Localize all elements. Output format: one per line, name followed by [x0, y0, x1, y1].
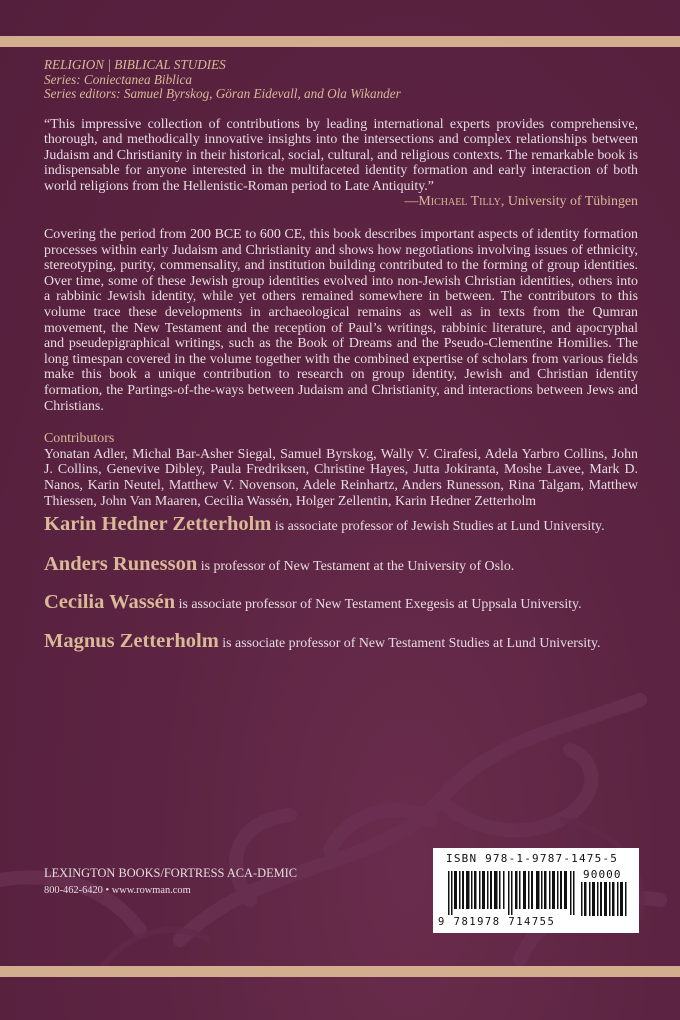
editor-bio	[44, 513, 638, 536]
editor-name: Magnus Zetterholm	[44, 629, 219, 652]
bottom-band	[0, 966, 680, 977]
category-label: RELIGION | BIBLICAL STUDIES	[44, 57, 226, 72]
editor-bio	[44, 629, 638, 652]
endorser-name: Michael Tilly	[418, 194, 501, 210]
barcode-addon-number: 90000	[583, 868, 622, 881]
publisher-info	[44, 866, 304, 898]
editor-bio	[44, 552, 638, 575]
barcode-addon-bars-icon	[581, 882, 629, 916]
barcode-bars-icon	[448, 871, 576, 915]
endorsement-quote: “This impressive collection of contributions by leading international experts provides comprehensive, thorough, and methodically innovative insights into the intersections and complex relationships between Judaism and Christianity in their historical, social, cultural, and religious contexts. The remarkable book is indispensable for anyone interested in the multifaceted identity formation and early interaction of both world religions from the Hellenistic-Roman period to Late Antiquity.”	[44, 116, 638, 194]
book-description: Covering the period from 200 BCE to 600 CE, this book describes important aspects of identity formation processes within early Judaism and Christianity and shows how negotiations involving issues of ethnicity, stereotyping, purity, commensality, and institution building contributed to the forming of group identities. Over time, some of these Jewish group identities evolved into non-Jewish Christian identities, others into a rabbinic Jewish identity, while yet others remained somewhere in between. The contributors to this volume trace these developments in archaeological remains as well as in texts from the Qumran movement, the New Testament and the reception of Paul’s writings, rabbinic literature, and apocryphal and pseudepigraphical writings, such as the Book of Dreams and the Pseudo-Clementine Homilies. The long timespan covered in the volume together with the combined expertise of scholars from various fields make this book a unique contribution to research on group identity, Jewish and Christian identity formation, the Partings-of-the-ways between Judaism and Christianity, and interactions between Jews and Christians.	[44, 227, 638, 414]
endorsement-attribution	[44, 194, 638, 210]
attribution-dash: —	[404, 194, 419, 210]
series-info	[44, 58, 638, 102]
series-editors: Series editors: Samuel Byrskog, Göran Eidevall, and Ola Wikander	[44, 86, 401, 101]
editor-description: is associate professor of New Testament Exegesis at Uppsala University.	[175, 597, 582, 613]
endorser-affiliation: , University of Tübingen	[500, 194, 638, 210]
editor-description: is associate professor of New Testament Studies at Lund University.	[218, 635, 601, 651]
editor-description: is professor of New Testament at the University of Oslo.	[197, 558, 515, 574]
editor-name: Karin Hedner Zetterholm	[44, 513, 272, 536]
editor-name: Cecilia Wassén	[44, 591, 176, 614]
editor-bio	[44, 591, 638, 614]
content-column	[44, 58, 638, 652]
editor-description: is associate professor of Jewish Studies at Lund University.	[271, 519, 605, 535]
top-band	[0, 36, 680, 47]
publisher-contact: 800-462-6420 • www.rowman.com	[44, 884, 191, 896]
isbn-label: ISBN 978-1-9787-1475-5	[446, 852, 619, 865]
publisher-name: LEXINGTON BOOKS/FORTRESS ACA-DEMIC	[44, 866, 298, 880]
contributors-list: Yonatan Adler, Michal Bar-Asher Siegal, Samuel Byrskog, Wally V. Cirafesi, Adela Yarbro Collins, John J. Collins, Genevive Dibley, Paula Fredriksen, Christine Hayes, Jutta Jokiranta, Moshe Lavee, Mark D. Nanos, Karin Neutel, Matthew V. Novenson, Adele Reinhartz, Anders Runesson, Rina Talgam, Matthew Thiessen, John Van Maaren, Cecilia Wassén, Holger Zellentin, Karin Hedner Zetterholm	[44, 446, 638, 509]
isbn-barcode	[433, 848, 639, 933]
series-label: Series: Coniectanea Biblica	[44, 71, 192, 87]
editor-name: Anders Runesson	[44, 552, 198, 575]
ean-digits: 9 781978 714755	[438, 916, 556, 928]
contributors-heading: Contributors	[44, 431, 115, 447]
